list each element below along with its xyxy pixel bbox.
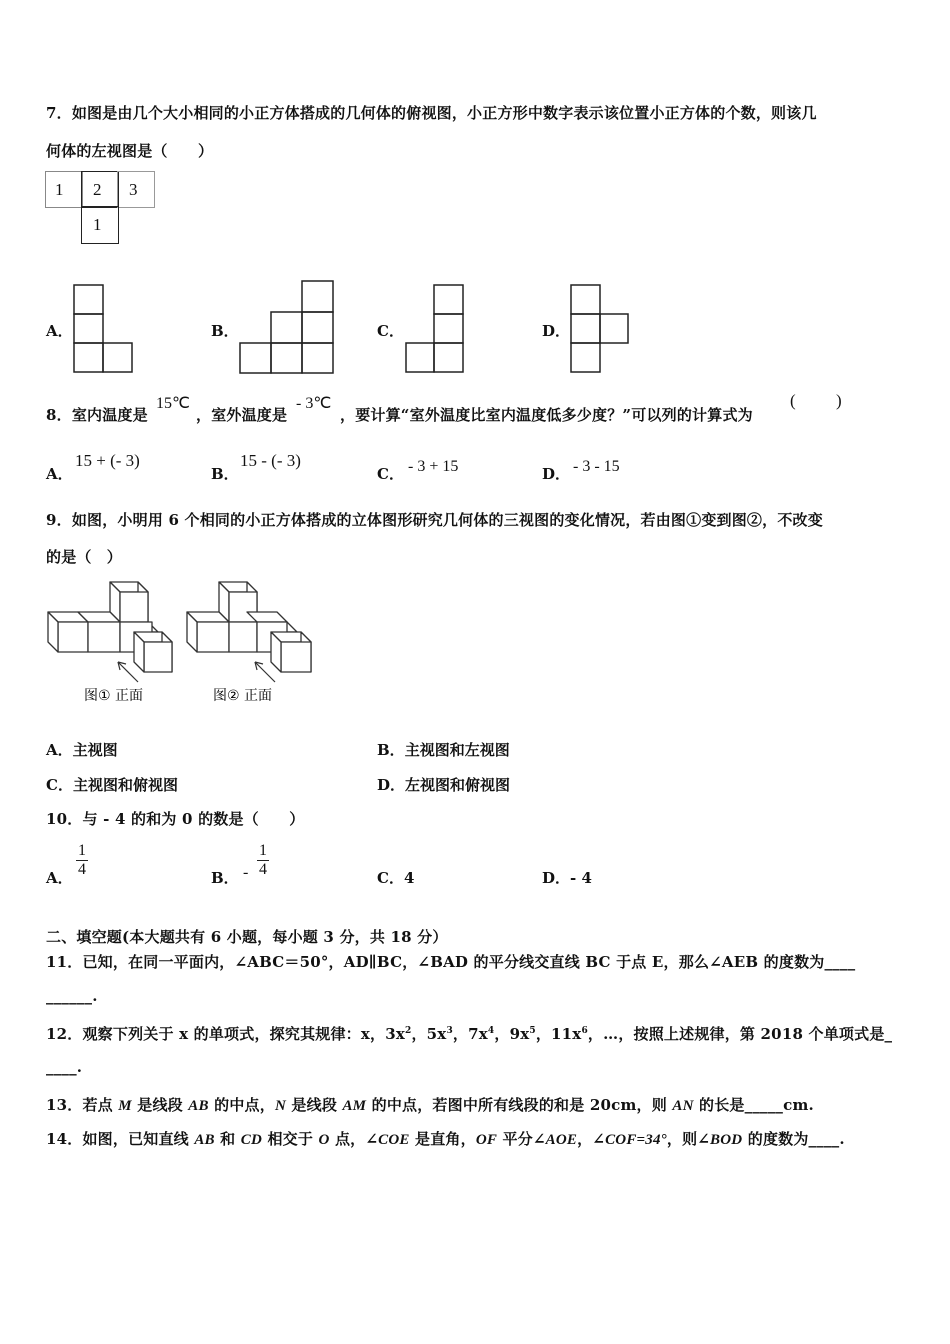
q10-option-b-sign: - [243,864,249,881]
q10-option-d [542,867,592,888]
q14-var: OF [475,1132,498,1148]
q14-var: BOD [710,1132,743,1148]
q9-option-b [377,739,510,760]
exponent: 5 [529,1026,536,1036]
grid-number: 2 [93,180,102,199]
option-label: C． [377,869,404,887]
exponent: 6 [581,1026,588,1036]
option-label: C． [46,776,73,794]
q12-line2: ____. [46,1058,83,1076]
q13-var: AB [188,1098,209,1114]
q14-text: ，则∠ [666,1130,711,1148]
q13-text: 的中点，若图中所有线段的和是 20cm，则 [366,1096,673,1114]
q7-option-d-figure [569,283,631,375]
q8-indoor-temp: 15℃ [156,395,190,412]
q7-option-b-figure [237,279,335,375]
q14-text: 的度数为____. [742,1130,845,1148]
q8-option-a-expr: 15 + (- 3) [75,451,140,470]
option-text: 主视图和俯视图 [72,776,178,794]
section-2-title: 二、填空题(本大题共有 6 小题，每小题 3 分，共 18 分） [46,928,448,946]
q8-option-d-expr: - 3 - 15 [573,458,620,475]
option-label: B． [377,741,405,759]
grid-cell [45,171,83,208]
q14-text: 点，∠ [329,1130,379,1148]
q14-text: ，∠ [577,1130,606,1148]
q7-option-a-label: A． [46,322,73,340]
q14-text: 14．如图，已知直线 [46,1130,195,1148]
q8-option-d-label: D． [542,465,571,483]
q9-figure-2 [185,578,320,708]
q12-term: ，11x [535,1025,582,1043]
grid-number: 1 [93,215,102,234]
q13-text: 的中点， [208,1096,275,1114]
q7-top-view-grid [45,171,157,246]
q13-var: M [118,1098,132,1114]
q7-line1: 7．如图是由几个大小相同的小正方体搭成的几何体的俯视图，小正方形中数字表示该位置小正方体的个数，则该几 [46,104,817,122]
q10-option-a-label: A． [46,869,73,887]
q7-option-b-label: B． [211,322,239,340]
q8-paren-right: ) [836,391,842,410]
q11-line2: ______. [46,987,98,1005]
q12-prefix: 12．观察下列关于 x 的单项式，探究其规律：x，3x [46,1025,405,1043]
q14-text: 平分∠ [497,1130,546,1148]
q8-option-b-label: B． [211,465,239,483]
q13-var: AN [672,1098,694,1114]
q13-line [46,1094,814,1115]
q14-var: O [318,1132,330,1148]
q13-text: 是线段 [286,1096,343,1114]
q9-figure-2-caption: 图② 正面 [213,688,273,704]
q10-line: 10．与 - 4 的和为 0 的数是（ ） [46,810,305,828]
q13-text: 13．若点 [46,1096,119,1114]
q9-figure-1 [46,578,181,708]
q13-var: AM [342,1098,367,1114]
q14-text: 相交于 [262,1130,319,1148]
q8-option-b-expr: 15 - (- 3) [240,451,301,470]
q12-line1 [46,1023,892,1044]
q10-option-c [377,867,414,888]
q14-var: CD [240,1132,263,1148]
exponent: 3 [446,1026,453,1036]
grid-cell [117,171,155,208]
fraction-numerator: 1 [259,842,267,859]
exponent: 4 [487,1026,495,1036]
q14-var: AOE [545,1132,578,1148]
grid-cell [81,171,119,208]
q7-option-c-figure [404,283,466,375]
q10-option-a-fraction [76,842,88,879]
q8-outdoor-temp: - 3℃ [296,395,332,412]
q10-option-b-fraction [257,842,269,879]
exponent: 2 [405,1026,412,1036]
q14-var: AB [194,1132,215,1148]
q9-option-d [377,774,510,795]
q7-option-d-label: D． [542,322,571,340]
q8-paren-left: ( [790,391,796,410]
option-text: 主视图和左视图 [404,741,510,759]
option-text: 主视图 [72,741,118,759]
q14-text: 和 [214,1130,241,1148]
q8-option-c-expr: - 3 + 15 [408,458,459,475]
q14-var: COF=34° [605,1132,667,1148]
q9-option-a [46,739,118,760]
q12-suffix: ，…，按照上述规律，第 2018 个单项式是_ [587,1025,893,1043]
q13-text: 是线段 [131,1096,189,1114]
q13-text: 的长是_____cm. [693,1096,814,1114]
grid-number: 3 [129,180,138,199]
option-text: 4 [403,869,415,887]
fraction-denominator: 4 [259,861,267,878]
q12-term: ，9x [494,1025,530,1043]
q8-option-c-label: C． [377,465,404,483]
q7-option-a-figure [72,283,134,375]
grid-cell [81,206,119,244]
option-label: D． [377,776,406,794]
q13-var: N [274,1098,286,1114]
q8-text-2: ，室外温度是 [196,406,288,424]
q12-term: ，5x [411,1025,447,1043]
q14-var: COE [378,1132,410,1148]
q14-text: 是直角， [409,1130,476,1148]
q9-line2: 的是（ ） [46,548,123,566]
q9-figure-1-caption: 图① 正面 [84,688,144,704]
fraction-numerator: 1 [78,842,86,859]
q9-line1: 9．如图，小明用 6 个相同的小正方体搭成的立体图形研究几何体的三视图的变化情况，若由图①变到图②，不改变 [46,511,823,529]
option-text: - 4 [570,869,592,887]
grid-number: 1 [55,180,64,199]
option-text: 左视图和俯视图 [405,776,511,794]
fraction-denominator: 4 [78,861,86,878]
q8-text-3: ，要计算“室外温度比室内温度低多少度？”可以列的计算式为 [340,406,753,424]
q7-line2: 何体的左视图是（ ） [46,142,214,160]
q12-term: ，7x [452,1025,488,1043]
q14-line [46,1128,845,1149]
option-label: D． [542,869,571,887]
q9-option-c [46,774,178,795]
option-label: A． [46,741,73,759]
q8-text-1: 8．室内温度是 [46,406,148,424]
q7-option-c-label: C． [377,322,404,340]
q10-option-b-label: B． [211,869,239,887]
q11-line1: 11．已知，在同一平面内，∠ABC＝50°，AD∥BC，∠BAD 的平分线交直线 BC 于点 E，那么∠AEB 的度数为____ [46,953,856,971]
q8-option-a-label: A． [46,465,73,483]
